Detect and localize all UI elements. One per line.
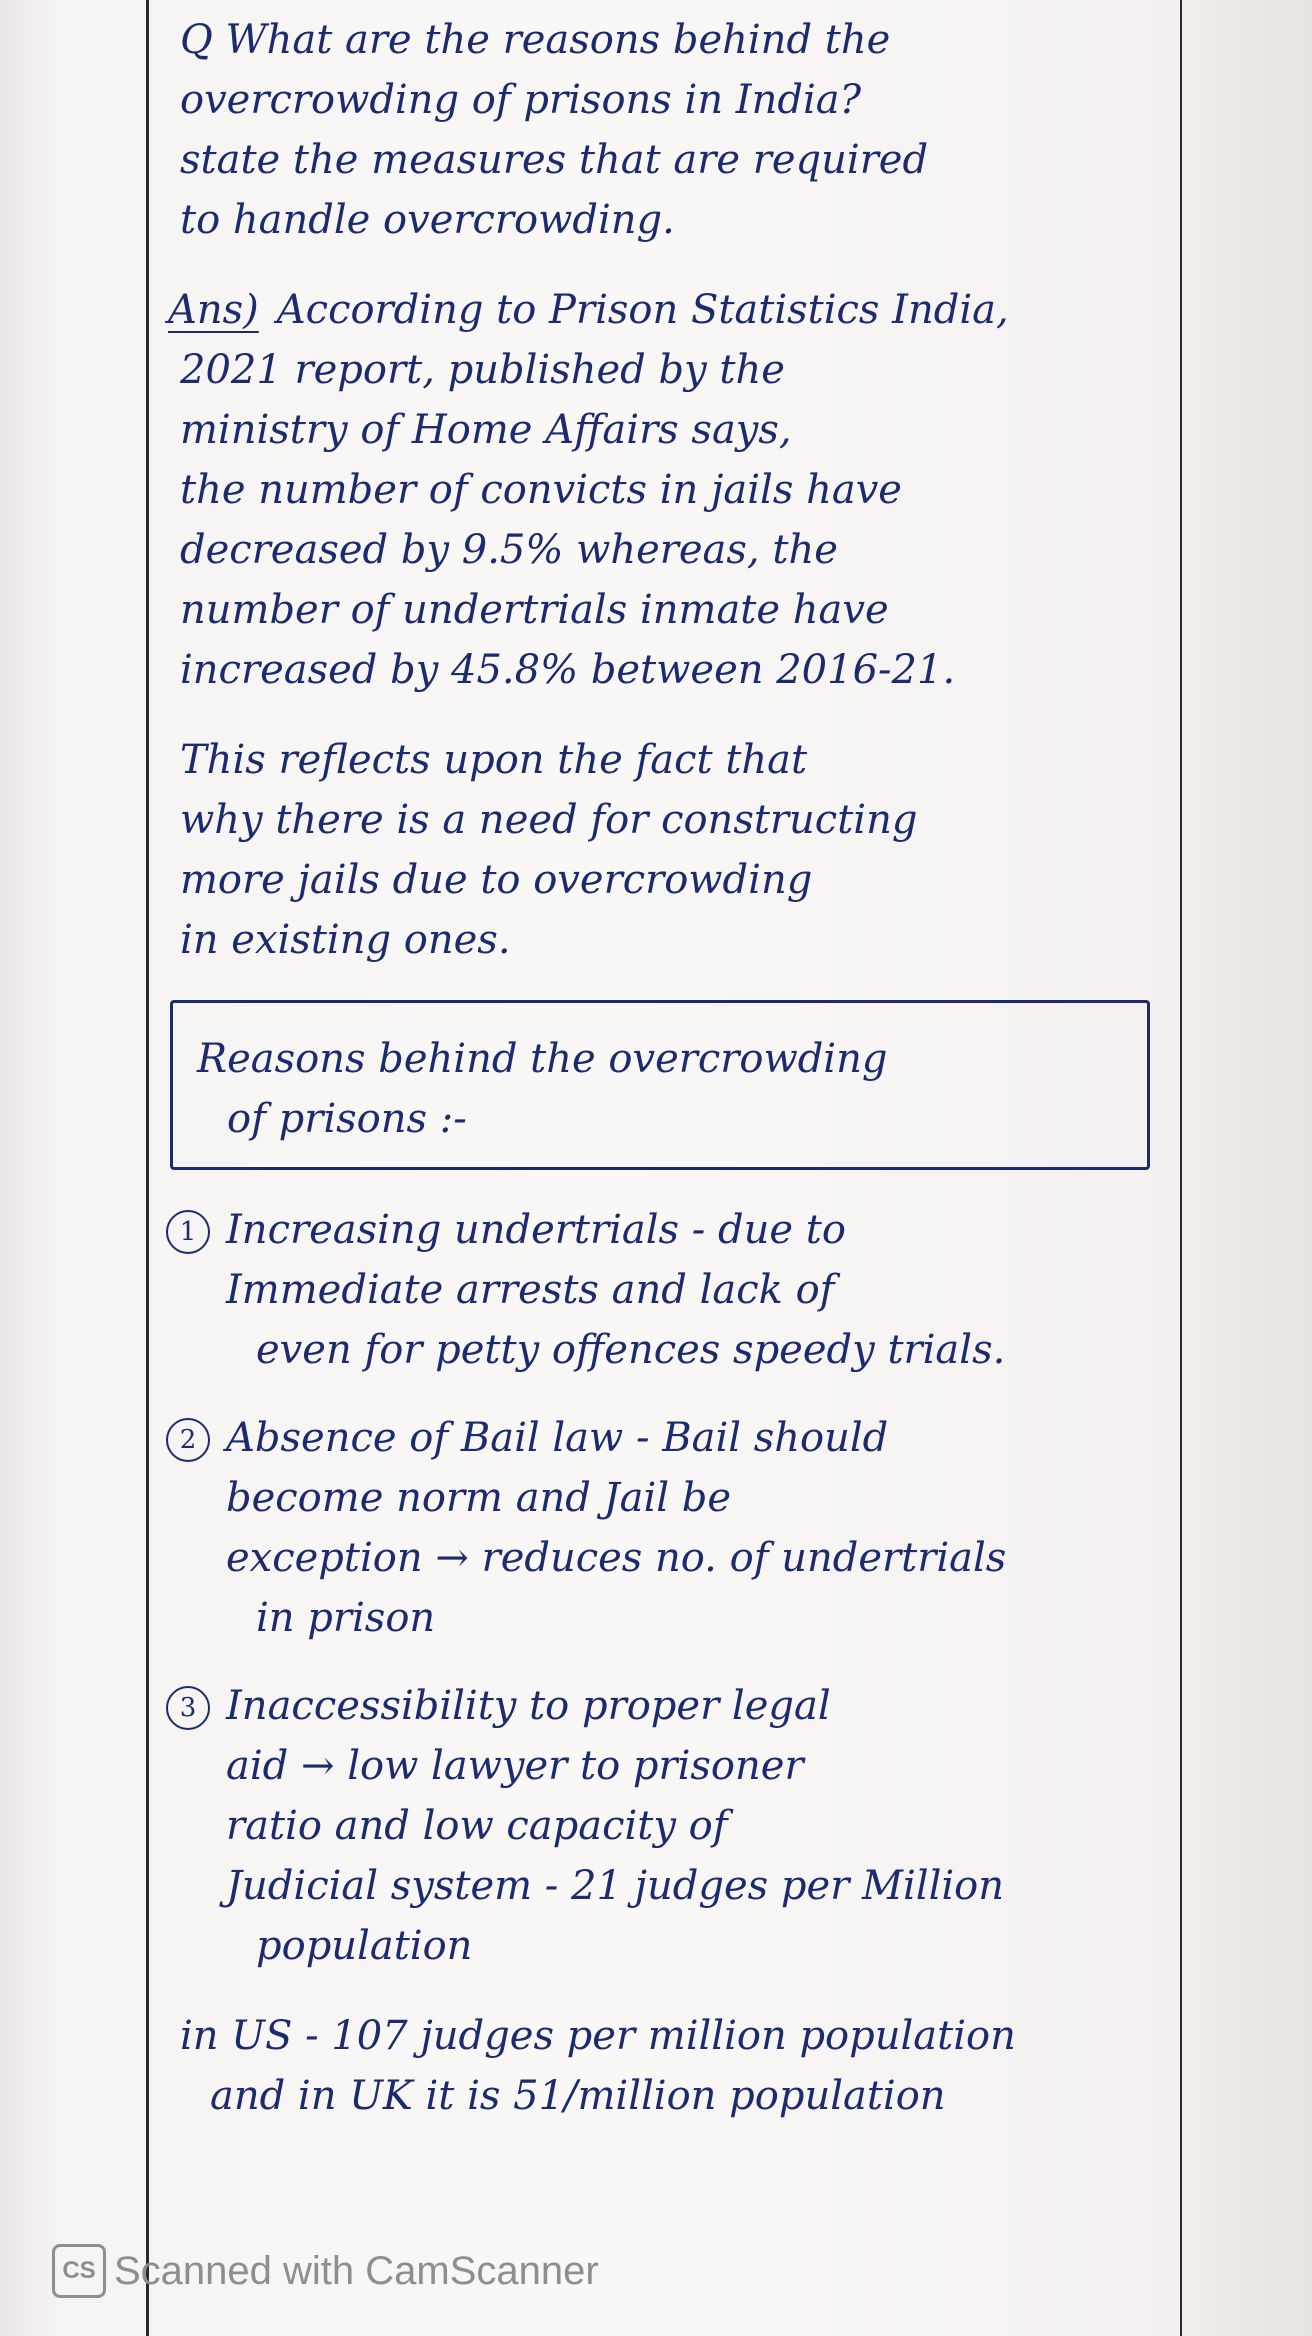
answer-line: 2021 report, published by the	[180, 347, 785, 393]
reflection-block	[180, 730, 1160, 970]
answer-line: increased by 45.8% between 2016-21.	[180, 647, 956, 693]
point-number: 1	[166, 1210, 210, 1254]
point-line: aid → low lawyer to prisoner	[226, 1743, 804, 1789]
camscanner-logo-icon: CS	[52, 2244, 106, 2298]
point-line: exception → reduces no. of undertrials	[226, 1535, 1007, 1581]
paper-edge	[1180, 0, 1312, 2336]
reflection-line: This reflects upon the fact that	[180, 737, 808, 783]
point-body	[226, 1200, 1160, 1380]
box-heading-line: of prisons :-	[227, 1096, 467, 1142]
point-line: Immediate arrests and lack of	[226, 1267, 835, 1313]
point-body	[226, 1408, 1160, 1648]
point-line: population	[256, 1923, 473, 1969]
answer-line: ministry of Home Affairs says,	[180, 407, 792, 453]
point-number: 2	[166, 1418, 210, 1462]
reason-point	[180, 1676, 1160, 1976]
right-margin-line	[1180, 0, 1182, 2336]
point-line: Inaccessibility to proper legal	[226, 1683, 831, 1729]
answer-line: Ans) According to Prison Statistics India,	[180, 280, 1160, 340]
closing-line: in US - 107 judges per million population	[180, 2013, 1016, 2059]
reasons-heading-box	[170, 1000, 1150, 1170]
watermark-text: Scanned with CamScanner	[114, 2248, 599, 2293]
answer-block	[168, 280, 1160, 700]
answer-line: decreased by 9.5% whereas, the	[180, 527, 838, 573]
question-line: Q What are the reasons behind the	[180, 17, 891, 63]
point-body	[226, 1676, 1160, 1976]
answer-line: number of undertrials inmate have	[180, 587, 889, 633]
point-line: Increasing undertrials - due to	[226, 1207, 846, 1253]
question-line: to handle overcrowding.	[180, 197, 675, 243]
point-line: in prison	[256, 1595, 436, 1641]
camscanner-watermark	[52, 2244, 599, 2298]
point-line: even for petty offences speedy trials.	[256, 1327, 1006, 1373]
point-line: ratio and low capacity of	[226, 1803, 728, 1849]
handwritten-notes	[168, 10, 1160, 2126]
answer-label: Ans)	[168, 287, 259, 333]
question-line: state the measures that are required	[180, 137, 929, 183]
point-number: 3	[166, 1686, 210, 1730]
box-heading-line: Reasons behind the overcrowding	[197, 1036, 888, 1082]
closing-block	[180, 2006, 1160, 2126]
question-line: overcrowding of prisons in India?	[180, 77, 862, 123]
reflection-line: why there is a need for constructing	[180, 797, 918, 843]
reflection-line: in existing ones.	[180, 917, 511, 963]
question-block	[180, 10, 1160, 250]
left-margin-line	[146, 0, 149, 2336]
reason-point	[180, 1200, 1160, 1380]
point-line: Judicial system - 21 judges per Million	[226, 1863, 1005, 1909]
closing-line: and in UK it is 51/million population	[210, 2073, 946, 2119]
point-line: Absence of Bail law - Bail should	[226, 1415, 889, 1461]
point-line: become norm and Jail be	[226, 1475, 732, 1521]
reason-point	[180, 1408, 1160, 1648]
answer-line: the number of convicts in jails have	[180, 467, 902, 513]
reflection-line: more jails due to overcrowding	[180, 857, 813, 903]
